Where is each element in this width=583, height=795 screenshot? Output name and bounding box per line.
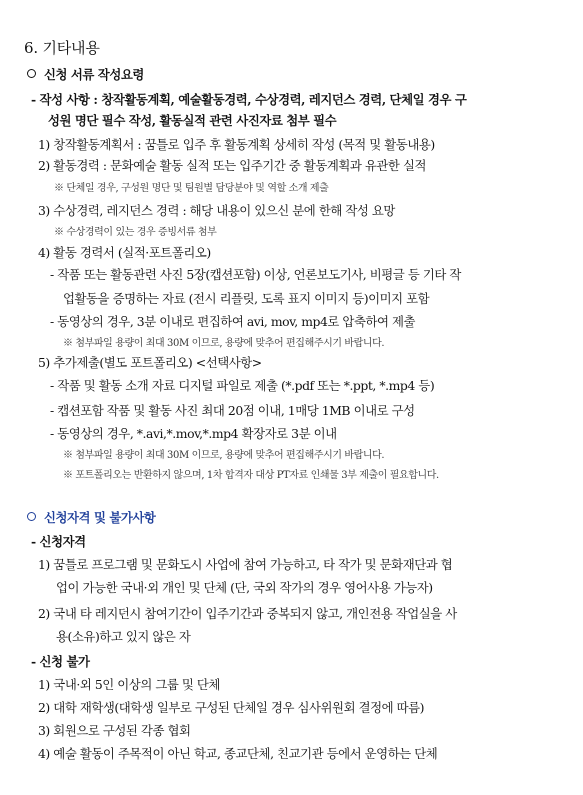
qualification-2-line2: 용(소유)하고 있지 않은 자 <box>56 629 191 644</box>
doc-item-5-note1: ※ 첨부파일 용량이 최대 30M 이므로, 용량에 맞추어 편집해주시기 바랍니다. <box>63 450 385 461</box>
doc-item-2-note: ※ 단체일 경우, 구성원 명단 및 팀원별 담당분야 및 역할 소개 제출 <box>54 183 329 194</box>
doc-item-4-sub2: - 동영상의 경우, 3분 이내로 편집하여 avi, mov, mp4로 압축하여 제출 <box>50 314 416 329</box>
application-docs-heading-text: 신청 서류 작성요령 <box>44 67 144 82</box>
qualification-1-line1: 1) 꿈틀로 프로그램 및 문화도시 사업에 참여 가능하고, 타 작가 및 문화재단과 협 <box>38 557 453 572</box>
circle-bullet-icon <box>27 512 36 521</box>
not-eligible-4: 4) 예술 활동이 주목적이 아닌 학교, 종교단체, 친교기관 등에서 운영하는 단체 <box>38 746 438 761</box>
doc-item-5-note2: ※ 포트폴리오는 반환하지 않으며, 1차 합격자 대상 PT자료 인쇄물 3부 제출이 필요합니다. <box>63 470 439 481</box>
qualification-2-line1: 2) 국내 타 레지던시 참여기간이 입주기간과 중복되지 않고, 개인전용 작업실을 사 <box>38 606 457 621</box>
application-docs-heading <box>27 67 144 83</box>
circle-bullet-icon <box>27 69 36 78</box>
doc-item-3: 3) 수상경력, 레지던스 경력 : 해당 내용이 있으신 분에 한해 작성 요망 <box>38 203 395 218</box>
qualification-heading: - 신청자격 <box>31 534 86 549</box>
doc-item-5-sub3: - 동영상의 경우, *.avi,*.mov,*.mp4 확장자로 3분 이내 <box>50 426 337 441</box>
doc-item-3-note: ※ 수상경력이 있는 경우 증빙서류 첨부 <box>54 227 217 238</box>
doc-item-2: 2) 활동경력 : 문화예술 활동 실적 또는 입주기간 중 활동계획과 유관한 실적 <box>38 158 426 173</box>
requirement-line1: - 작성 사항 : 창작활동계획, 예술활동경력, 수상경력, 레지던스 경력, 단체일 경우 구 <box>31 92 467 107</box>
doc-item-4-sub1-line2: 업활동을 증명하는 자료 (전시 리플릿, 도록 표지 이미지 등)이미지 포함 <box>63 291 430 306</box>
eligibility-heading <box>27 510 155 526</box>
qualification-1-line2: 업이 가능한 국내·외 개인 및 단체 (단, 국외 작가의 경우 영어사용 가능자) <box>56 580 433 595</box>
doc-item-5: 5) 추가제출(별도 포트폴리오) <선택사항> <box>38 355 262 370</box>
not-eligible-1: 1) 국내·외 5인 이상의 그룹 및 단체 <box>38 677 220 692</box>
doc-item-1: 1) 창작활동계획서 : 꿈틀로 입주 후 활동계획 상세히 작성 (목적 및 활동내용) <box>38 137 435 152</box>
section-title: 6. 기타내용 <box>24 39 100 57</box>
requirement-line2: 성원 명단 필수 작성, 활동실적 관련 사진자료 첨부 필수 <box>48 113 337 128</box>
doc-item-4-note: ※ 첨부파일 용량이 최대 30M 이므로, 용량에 맞추어 편집해주시기 바랍니다. <box>63 338 385 349</box>
not-eligible-3: 3) 회원으로 구성된 각종 협회 <box>38 723 191 738</box>
not-eligible-2: 2) 대학 재학생(대학생 일부로 구성된 단체일 경우 심사위원회 결정에 따름) <box>38 700 425 715</box>
doc-item-5-sub1: - 작품 및 활동 소개 자료 디지털 파일로 제출 (*.pdf 또는 *.ppt, *.mp4 등) <box>50 378 435 393</box>
doc-item-5-sub2: - 캡션포함 작품 및 활동 사진 최대 20점 이내, 1매당 1MB 이내로 구성 <box>50 403 415 418</box>
not-eligible-heading: - 신청 불가 <box>31 654 90 669</box>
doc-item-4-sub1-line1: - 작품 또는 활동관련 사진 5장(캡션포함) 이상, 언론보도기사, 비평글 등 기타 작 <box>50 267 461 282</box>
eligibility-heading-text: 신청자격 및 불가사항 <box>44 510 156 525</box>
doc-item-4: 4) 활동 경력서 (실적·포트폴리오) <box>38 245 211 260</box>
